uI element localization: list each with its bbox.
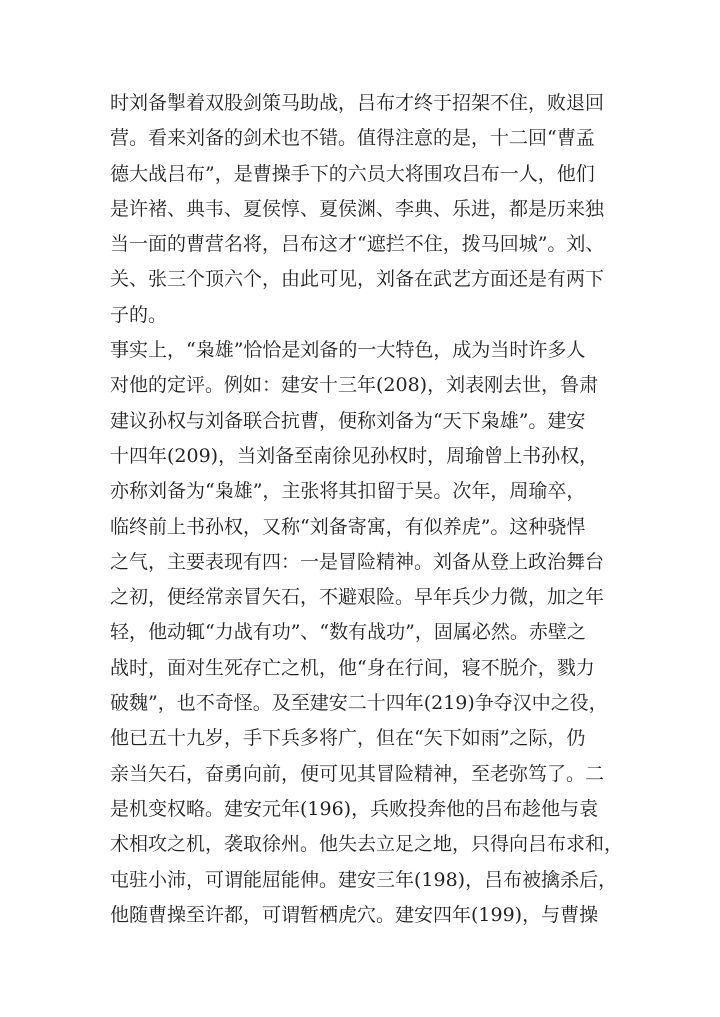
body-text xyxy=(110,86,630,933)
text-line: 营。看来刘备的剑术也不错。值得注意的是，十二回“曹孟 xyxy=(110,127,595,150)
text-line: 临终前上书孙权，又称“刘备寄寓，有似养虎”。这种骁悍 xyxy=(110,515,586,538)
text-line: 十四年(209)，当刘备至南徐见孙权时，周瑜曾上书孙权， xyxy=(110,444,599,467)
text-line: 屯驻小沛，可谓能屈能伸。建安三年(198)，吕布被擒杀后， xyxy=(110,868,618,891)
text-line: 子的。 xyxy=(110,303,168,326)
text-line: 当一面的曹营名将，吕布这才“遮拦不住，拨马回城”。刘、 xyxy=(110,233,605,256)
text-line: 时刘备掣着双股剑策马助战，吕布才终于招架不住，败退回 xyxy=(110,92,605,114)
text-line: 亦称刘备为“枭雄”，主张将其扣留于吴。次年，周瑜卒， xyxy=(110,480,586,503)
text-line: 亲当矢石，奋勇向前，便可见其冒险精神，至老弥笃了。二 xyxy=(110,762,605,785)
text-line: 之初，便经常亲冒矢石，不避艰险。早年兵少力微，加之年 xyxy=(110,586,605,609)
text-line: 德大战吕布”，是曹操手下的六员大将围攻吕布一人，他们 xyxy=(110,162,595,185)
text-line: 对他的定评。例如：建安十三年(208)，刘表刚去世，鲁肃 xyxy=(110,374,599,397)
text-line: 轻，他动辄“力战有功”、“数有战功”，固属必然。赤壁之 xyxy=(110,621,586,644)
text-line: 建议孙权与刘备联合抗曹，便称刘备为“天下枭雄”。建安 xyxy=(110,409,586,432)
text-line: 术相攻之机，袭取徐州。他失去立足之地，只得向吕布求和， xyxy=(110,833,624,856)
text-line: 之气，主要表现有四：一是冒险精神。刘备从登上政治舞台 xyxy=(110,550,605,573)
text-line: 是机变权略。建安元年(196)，兵败投奔他的吕布趁他与袁 xyxy=(110,797,599,820)
text-line: 战时，面对生死存亡之机，他“身在行间，寝不脱介，戮力 xyxy=(110,656,595,679)
text-line: 他随曹操至许都，可谓暂栖虎穴。建安四年(199)，与曹操 xyxy=(110,903,599,926)
text-line: 破魏”，也不奇怪。及至建安二十四年(219)争夺汉中之役， xyxy=(110,692,608,715)
text-line: 是许褚、典韦、夏侯惇、夏侯渊、李典、乐进，都是历来独 xyxy=(110,197,605,220)
text-line: 他已五十九岁，手下兵多将广，但在“矢下如雨”之际，仍 xyxy=(110,727,586,750)
text-line: 关、张三个顶六个，由此可见，刘备在武艺方面还是有两下 xyxy=(110,268,605,291)
text-line: 事实上，“枭雄”恰恰是刘备的一大特色，成为当时许多人 xyxy=(110,339,586,362)
